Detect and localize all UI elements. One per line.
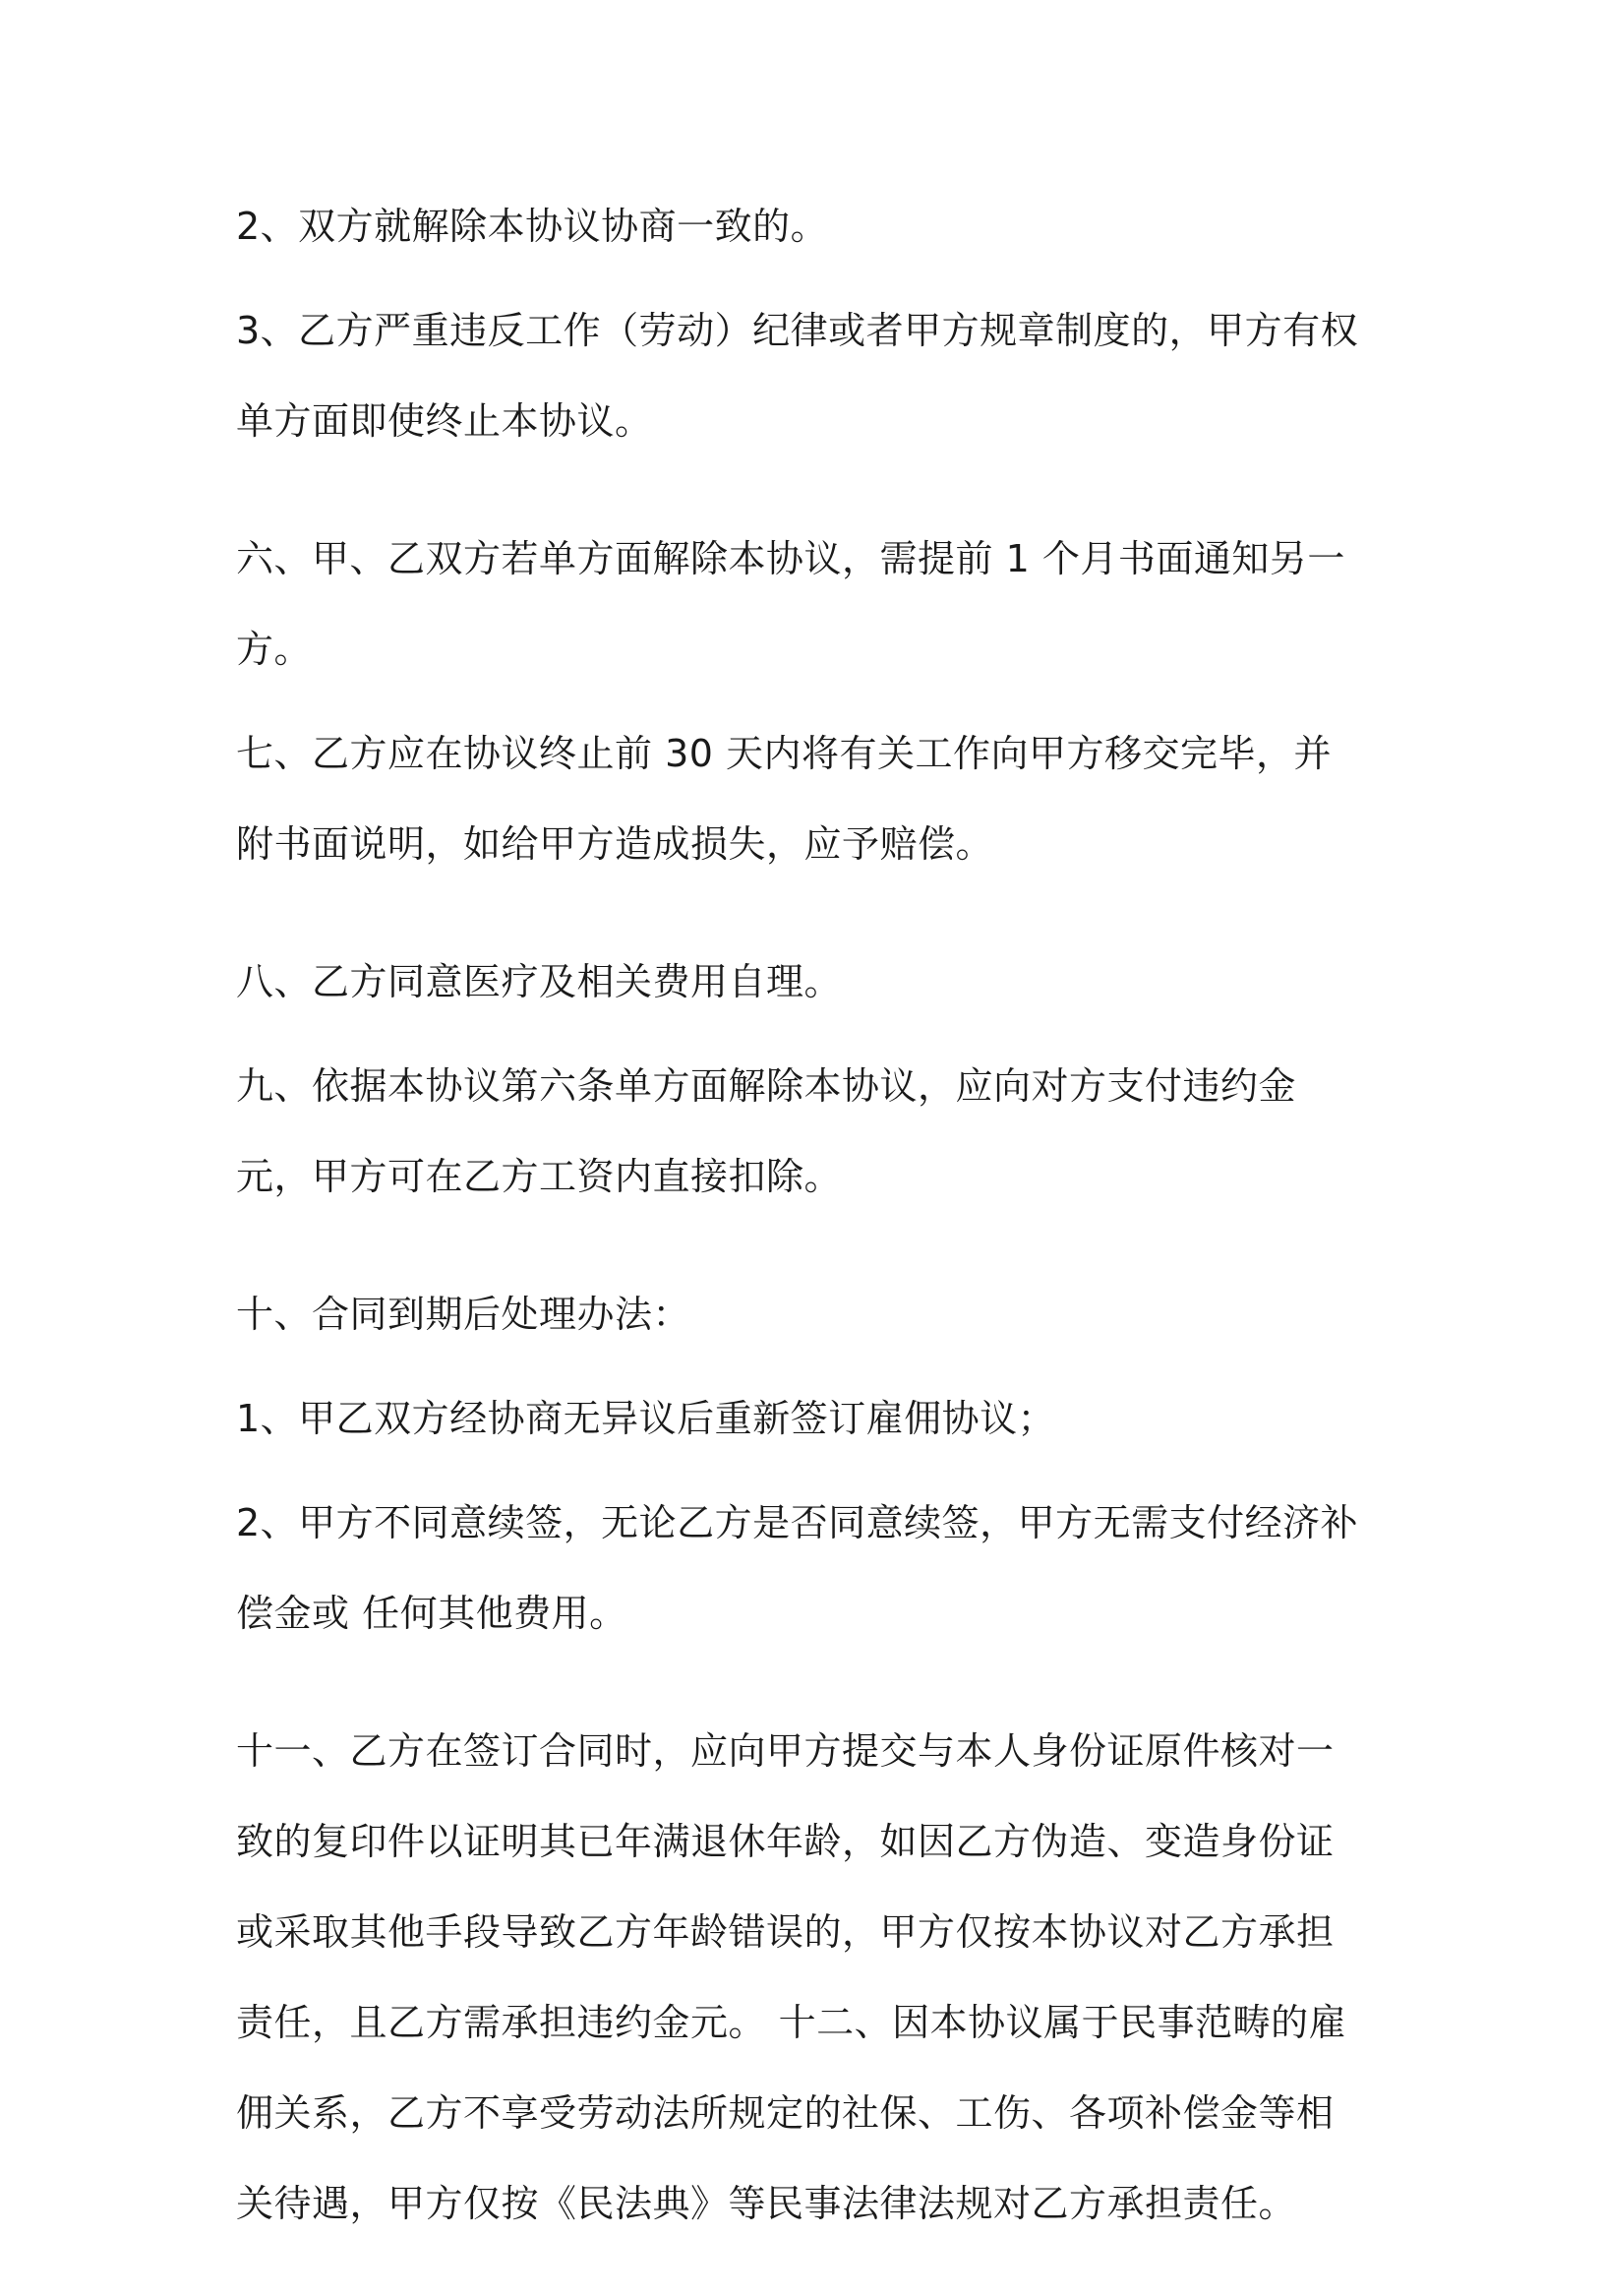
clause-3-unilateral-termination: 3、乙方严重违反工作（劳动）纪律或者甲方规章制度的，甲方有权单方面即使终止本协议。	[236, 309, 1359, 443]
clause-11-12-identity-and-relationship: 十一、乙方在签订合同时，应向甲方提交与本人身份证原件核对一致的复印件以证明其已年满退休年龄，如因乙方伪造、变造身份证或采取其他手段导致乙方年龄错误的，甲方仅按本协议对乙方承担责任，且乙方需承担违约金元。 十二、因本协议属于民事范畴的雇佣关系，乙方不享受劳动法所规定的社保、工伤、各项补偿金等相关待遇，甲方仅按《民法典》等民事法律法规对乙方承担责任。	[236, 1729, 1347, 2225]
clause-8-medical-costs: 八、乙方同意医疗及相关费用自理。	[236, 960, 843, 1003]
clause-7-handover: 七、乙方应在协议终止前 30 天内将有关工作向甲方移交完毕，并附书面说明，如给甲方造成损失，应予赔偿。	[236, 732, 1333, 866]
clause-6-notice-period: 六、甲、乙双方若单方面解除本协议，需提前 1 个月书面通知另一方。	[236, 537, 1345, 671]
document-body	[236, 181, 1367, 2296]
clause-10-expiry-handling: 十、合同到期后处理办法：	[236, 1293, 691, 1336]
clause-10-item-1-renewal: 1、甲乙双方经协商无异议后重新签订雇佣协议；	[236, 1397, 1056, 1440]
clause-9-penalty: 九、依据本协议第六条单方面解除本协议，应向对方支付违约金 元，甲方可在乙方工资内直接扣除。	[236, 1064, 1309, 1198]
clause-10-item-2-no-renewal: 2、甲方不同意续签，无论乙方是否同意续签，甲方无需支付经济补偿金或 任何其他费用。	[236, 1501, 1359, 1635]
clause-2-mutual-termination: 2、双方就解除本协议协商一致的。	[236, 205, 829, 248]
